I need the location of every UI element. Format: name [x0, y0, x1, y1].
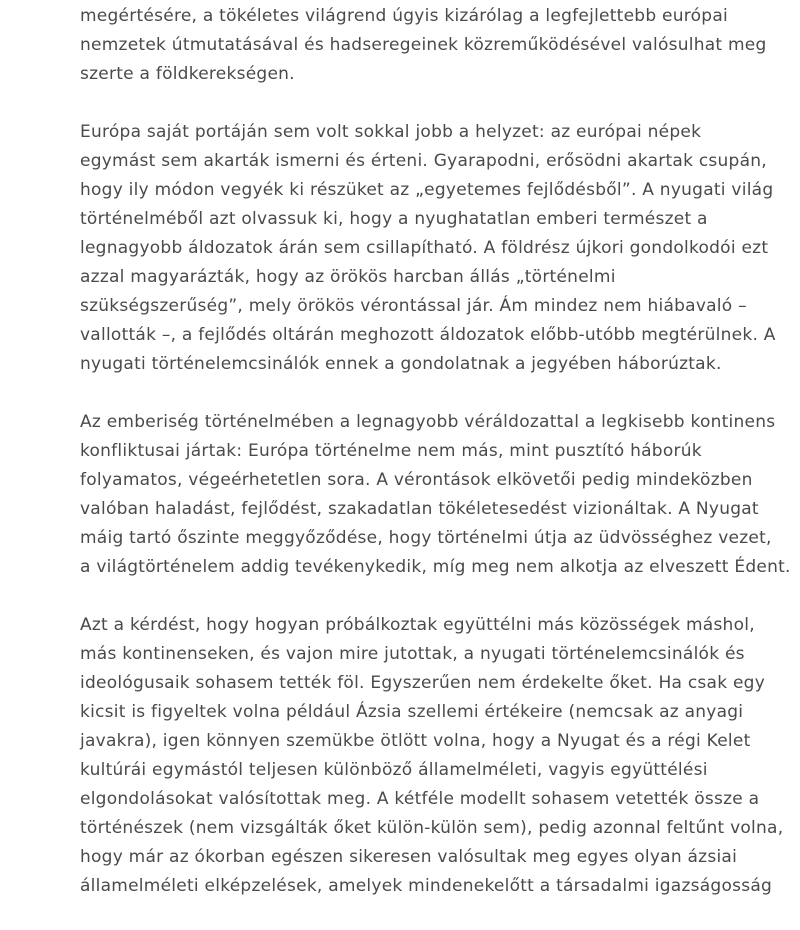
- paragraph-4: [80, 611, 784, 901]
- paragraph-1: [80, 2, 767, 89]
- article-body: [80, 2, 791, 930]
- text-line: valóban haladást, fejlődést, szakadatlan tökéletesedést vizionáltak. A Nyugat: [80, 499, 759, 519]
- text-line: máig tartó őszinte meggyőződése, hogy történelmi útja az üdvösséghez vezet,: [80, 528, 772, 548]
- text-line: szükségszerűség”, mely örökös vérontással jár. Ám mindez nem hiábavaló –: [80, 296, 747, 316]
- text-line: megértésére, a tökéletes világrend úgyis kizárólag a legfejlettebb európai: [80, 6, 728, 26]
- text-line: Az emberiség történelmében a legnagyobb véráldozattal a legkisebb kontinens: [80, 412, 776, 432]
- text-line: hogy ily módon vegyék ki részüket az „egyetemes fejlődésből”. A nyugati világ: [80, 180, 774, 200]
- text-line: történelméből azt olvassuk ki, hogy a nyughatatlan emberi természet a: [80, 209, 708, 229]
- text-line: egymást sem akarták ismerni és érteni. Gyarapodni, erősödni akartak csupán,: [80, 151, 767, 171]
- text-line: a világtörténelem addig tevékenykedik, míg meg nem alkotja az elveszett Édent.: [80, 557, 791, 577]
- text-line: más kontinenseken, és vajon mire jutottak, a nyugati történelemcsinálók és: [80, 644, 745, 664]
- text-line: Azt a kérdést, hogy hogyan próbálkoztak együttélni más közösségek máshol,: [80, 615, 755, 635]
- text-line: vallották –, a fejlődés oltárán meghozott áldozatok előbb-utóbb megtérülnek. A: [80, 325, 776, 345]
- text-line: szerte a földkerekségen.: [80, 64, 295, 84]
- text-line: folyamatos, végeérhetetlen sora. A vérontások elkövetői pedig mindeközben: [80, 470, 753, 490]
- paragraph-3: [80, 408, 791, 582]
- text-line: kultúrái egymástól teljesen különböző államelméleti, vagyis együttélési: [80, 760, 708, 780]
- text-line: történészek (nem vizsgálták őket külön-külön sem), pedig azonnal feltűnt volna,: [80, 818, 784, 838]
- paragraph-2: [80, 118, 776, 379]
- text-line: Európa saját portáján sem volt sokkal jobb a helyzet: az európai népek: [80, 122, 702, 142]
- text-line: konfliktusai jártak: Európa történelme nem más, mint pusztító háborúk: [80, 441, 702, 461]
- text-line: elgondolásokat valósítottak meg. A kétféle modellt sohasem vetették össze a: [80, 789, 760, 809]
- text-line: azzal magyarázták, hogy az örökös harcban állás „történelmi: [80, 267, 616, 287]
- text-line: nemzetek útmutatásával és hadseregeinek közreműködésével valósulhat meg: [80, 35, 767, 55]
- text-line: kicsit is figyeltek volna például Ázsia szellemi értékeire (nemcsak az anyagi: [80, 702, 744, 722]
- text-line: legnagyobb áldozatok árán sem csillapítható. A földrész újkori gondolkodói ezt: [80, 238, 769, 258]
- text-line: javakra), igen könnyen szemükbe ötlött volna, hogy a Nyugat és a régi Kelet: [80, 731, 751, 751]
- text-line: hogy már az ókorban egészen sikeresen valósultak meg egyes olyan ázsiai: [80, 847, 738, 867]
- text-line: államelméleti elképzelések, amelyek mindenekelőtt a társadalmi igazságosság: [80, 876, 773, 896]
- text-line: ideológusaik sohasem tették föl. Egyszerűen nem érdekelte őket. Ha csak egy: [80, 673, 766, 693]
- text-line: nyugati történelemcsinálók ennek a gondolatnak a jegyében háborúztak.: [80, 354, 722, 374]
